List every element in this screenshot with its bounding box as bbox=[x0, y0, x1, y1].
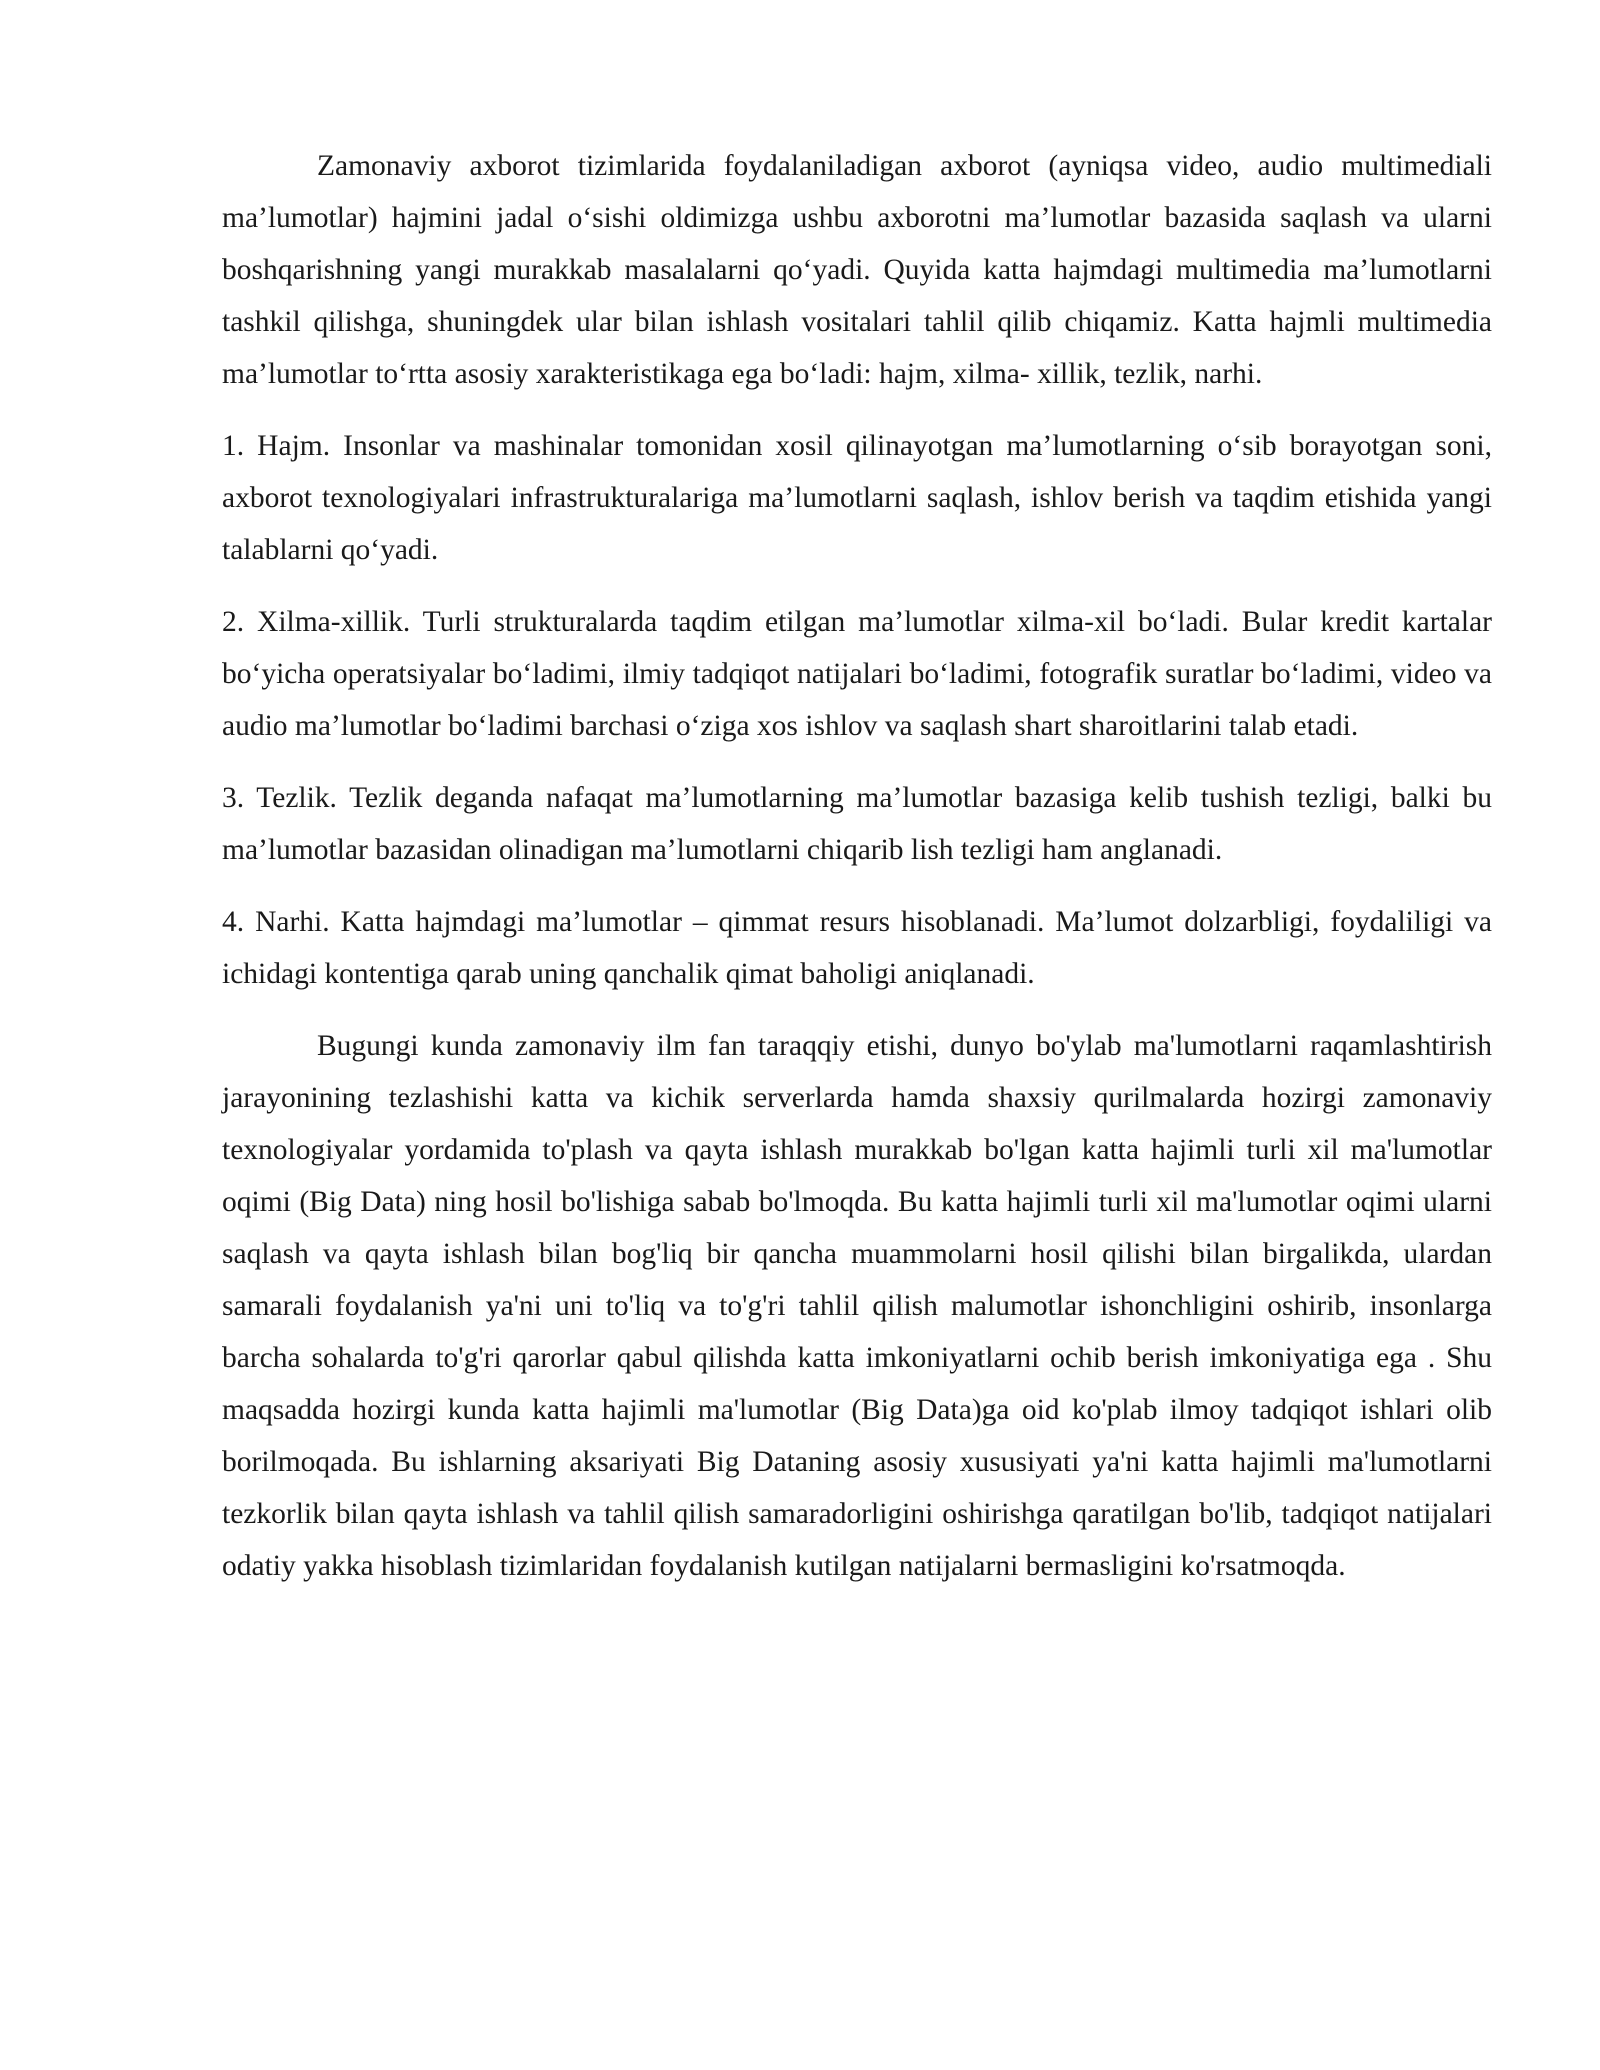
list-item-value: 4. Narhi. Katta hajmdagi ma’lumotlar – qimmat resurs hisoblanadi. Ma’lumot dolzarbligi, foydaliligi va ichidagi kontentiga qarab uning qanchalik qimat baholigi aniqlanadi. bbox=[222, 906, 1492, 990]
list-item-velocity: 3. Tezlik. Tezlik deganda nafaqat ma’lumotlarning ma’lumotlar bazasiga kelib tushish tezligi, balki bu ma’lumotlar bazasidan olinadigan ma’lumotlarni chiqarib lish tezligi ham anglanadi. bbox=[222, 782, 1492, 866]
paragraph-big-data: Bugungi kunda zamonaviy ilm fan taraqqiy etishi, dunyo bo'ylab ma'lumotlarni raqamlashtirish jarayonining tezlashishi katta va kichik serverlarda hamda shaxsiy qurilmalarda hozirgi zamonaviy texnologiyalar yordamida to'plash va qayta ishlash murakkab bo'lgan katta hajimli turli xil ma'lumotlar oqimi (Big Data) ning hosil bo'lishiga sabab bo'lmoqda. Bu katta hajimli turli xil ma'lumotlar oqimi ularni saqlash va qayta ishlash bilan bog'liq bir qancha muammolarni hosil qilishi bilan birgalikda, ulardan samarali foydalanish ya'ni uni to'liq va to'g'ri tahlil qilish malumotlar ishonchligini oshirib, insonlarga barcha sohalarda to'g'ri qarorlar qabul qilishda katta imkoniyatlarni ochib berish imkoniyatiga ega . Shu maqsadda hozirgi kunda katta hajimli ma'lumotlar (Big Data)ga oid ko'plab ilmoy tadqiqot ishlari olib borilmoqada. Bu ishlarning aksariyati Big Dataning asosiy xususiyati ya'ni katta hajimli ma'lumotlarni tezkorlik bilan qayta ishlash va tahlil qilish samaradorligini oshirishga qaratilgan bo'lib, tadqiqot natijalari odatiy yakka hisoblash tizimlaridan foydalanish kutilgan natijalarni bermasligini ko'rsatmoqda. bbox=[222, 1030, 1492, 1582]
list-item-variety: 2. Xilma-xillik. Turli strukturalarda taqdim etilgan ma’lumotlar xilma-xil bo‘ladi. Bular kredit kartalar bo‘yicha operatsiyalar bo‘ladimi, ilmiy tadqiqot natijalari bo‘ladimi, fotografik suratlar bo‘ladimi, video va audio ma’lumotlar bo‘ladimi barchasi o‘ziga xos ishlov va saqlash shart sharoitlarini talab etadi. bbox=[222, 606, 1492, 742]
document-page bbox=[222, 140, 1492, 1612]
list-item-volume: 1. Hajm. Insonlar va mashinalar tomonidan xosil qilinayotgan ma’lumotlarning o‘sib borayotgan soni, axborot texnologiyalari infrastrukturalariga ma’lumotlarni saqlash, ishlov berish va taqdim etishida yangi talablarni qo‘yadi. bbox=[222, 430, 1492, 566]
paragraph-intro: Zamonaviy axborot tizimlarida foydalaniladigan axborot (ayniqsa video, audio multimediali ma’lumotlar) hajmini jadal o‘sishi oldimizga ushbu axborotni ma’lumotlar bazasida saqlash va ularni boshqarishning yangi murakkab masalalarni qo‘yadi. Quyida katta hajmdagi multimedia ma’lumotlarni tashkil qilishga, shuningdek ular bilan ishlash vositalari tahlil qilib chiqamiz. Katta hajmli multimedia ma’lumotlar to‘rtta asosiy xarakteristikaga ega bo‘ladi: hajm, xilma- xillik, tezlik, narhi. bbox=[222, 150, 1492, 390]
